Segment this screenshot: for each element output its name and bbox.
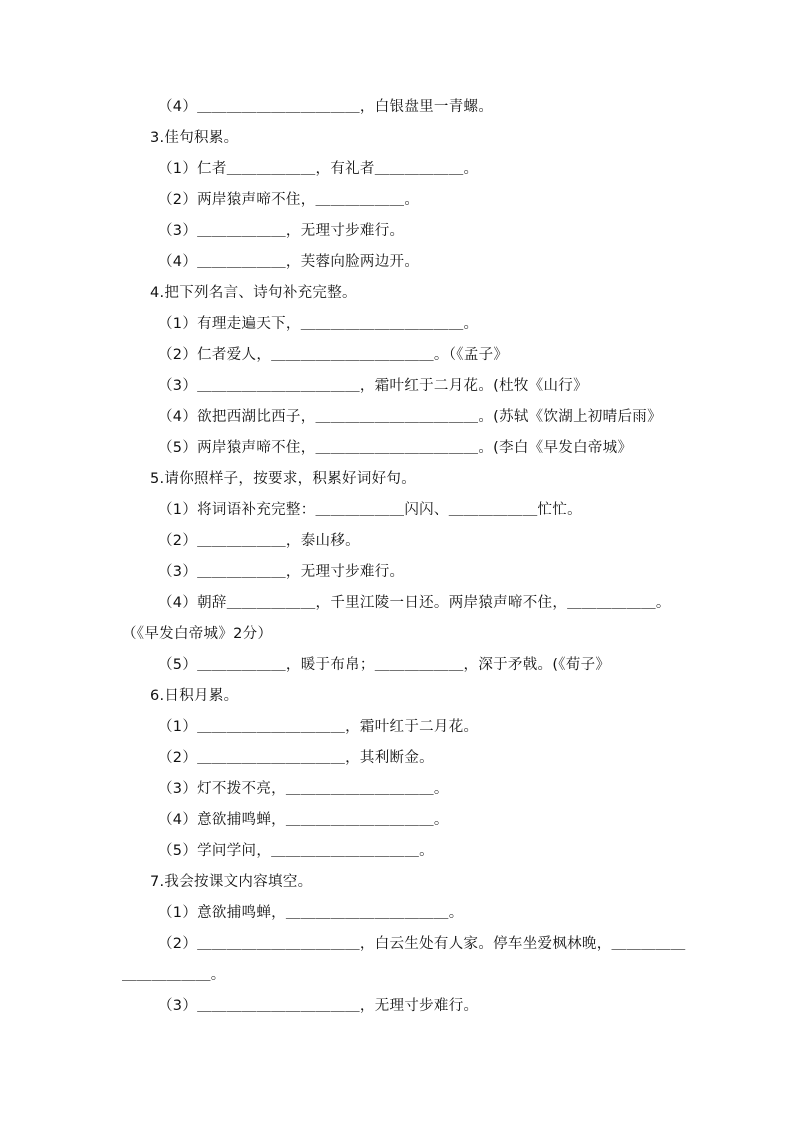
question-7-item-2: （2）＿＿＿＿＿＿＿＿＿＿＿，白云生处有人家。停车坐爱枫林晚，＿＿＿＿＿ <box>158 936 686 952</box>
question-4-item-5: （5）两岸猿声啼不住，＿＿＿＿＿＿＿＿＿＿＿。(李白《早发白帝城》 <box>158 440 633 456</box>
question-6-item-3: （3）灯不拨不亮，＿＿＿＿＿＿＿＿＿＿。 <box>158 781 449 797</box>
question-7-item-1: （1）意欲捕鸣蝉，＿＿＿＿＿＿＿＿＿＿＿。 <box>158 905 464 921</box>
question-4-item-3: （3）＿＿＿＿＿＿＿＿＿＿＿，霜叶红于二月花。(杜牧《山行》 <box>158 378 588 394</box>
section-heading-7: 7.我会按课文内容填空。 <box>150 874 313 890</box>
question-6-item-4: （4）意欲捕鸣蝉，＿＿＿＿＿＿＿＿＿＿。 <box>158 812 449 828</box>
question-5-item-5: （5）＿＿＿＿＿＿，暖于布帛；＿＿＿＿＿＿，深于矛戟。(《荀子》 <box>158 657 611 673</box>
section-heading-4: 4.把下列名言、诗句补充完整。 <box>150 285 357 301</box>
question-6-item-2: （2）＿＿＿＿＿＿＿＿＿＿，其利断金。 <box>158 750 434 766</box>
question-4-item-2: （2）仁者爱人，＿＿＿＿＿＿＿＿＿＿＿。（《孟子》 <box>158 347 509 363</box>
question-4-item-1: （1）有理走遍天下，＿＿＿＿＿＿＿＿＿＿＿。 <box>158 316 479 332</box>
question-5-item-3: （3）＿＿＿＿＿＿，无理寸步难行。 <box>158 564 405 580</box>
section-heading-5: 5.请你照样子，按要求，积累好词好句。 <box>150 471 417 487</box>
question-4-item-4: （4）欲把西湖比西子，＿＿＿＿＿＿＿＿＿＿＿。(苏轼《饮湖上初晴后雨》 <box>158 409 662 425</box>
section-heading-6: 6.日积月累。 <box>150 688 239 704</box>
question-3-item-4: （4）＿＿＿＿＿＿，芙蓉向脸两边开。 <box>158 254 420 270</box>
question-2-item-4: （4）＿＿＿＿＿＿＿＿＿＿＿，白银盘里一青螺。 <box>158 99 494 115</box>
question-7-item-2-continuation: ＿＿＿＿＿＿。 <box>122 967 226 983</box>
question-5-item-2: （2）＿＿＿＿＿＿，泰山移。 <box>158 533 360 549</box>
question-3-item-1: （1）仁者＿＿＿＿＿＿，有礼者＿＿＿＿＿＿。 <box>158 161 479 177</box>
question-6-item-1: （1）＿＿＿＿＿＿＿＿＿＿，霜叶红于二月花。 <box>158 719 479 735</box>
question-3-item-3: （3）＿＿＿＿＿＿，无理寸步难行。 <box>158 223 405 239</box>
question-3-item-2: （2）两岸猿声啼不住，＿＿＿＿＿＿。 <box>158 192 420 208</box>
question-5-item-1: （1）将词语补充完整：＿＿＿＿＿＿闪闪、＿＿＿＿＿＿忙忙。 <box>158 502 582 518</box>
question-7-item-3: （3）＿＿＿＿＿＿＿＿＿＿＿，无理寸步难行。 <box>158 998 479 1014</box>
question-5-item-4-continuation: （《早发白帝城》2分） <box>122 626 273 642</box>
section-heading-3: 3.佳句积累。 <box>150 130 239 146</box>
question-5-item-4: （4）朝辞＿＿＿＿＿＿，千里江陵一日还。两岸猿声啼不住，＿＿＿＿＿＿。 <box>158 595 671 611</box>
question-6-item-5: （5）学问学问，＿＿＿＿＿＿＿＿＿＿。 <box>158 843 434 859</box>
